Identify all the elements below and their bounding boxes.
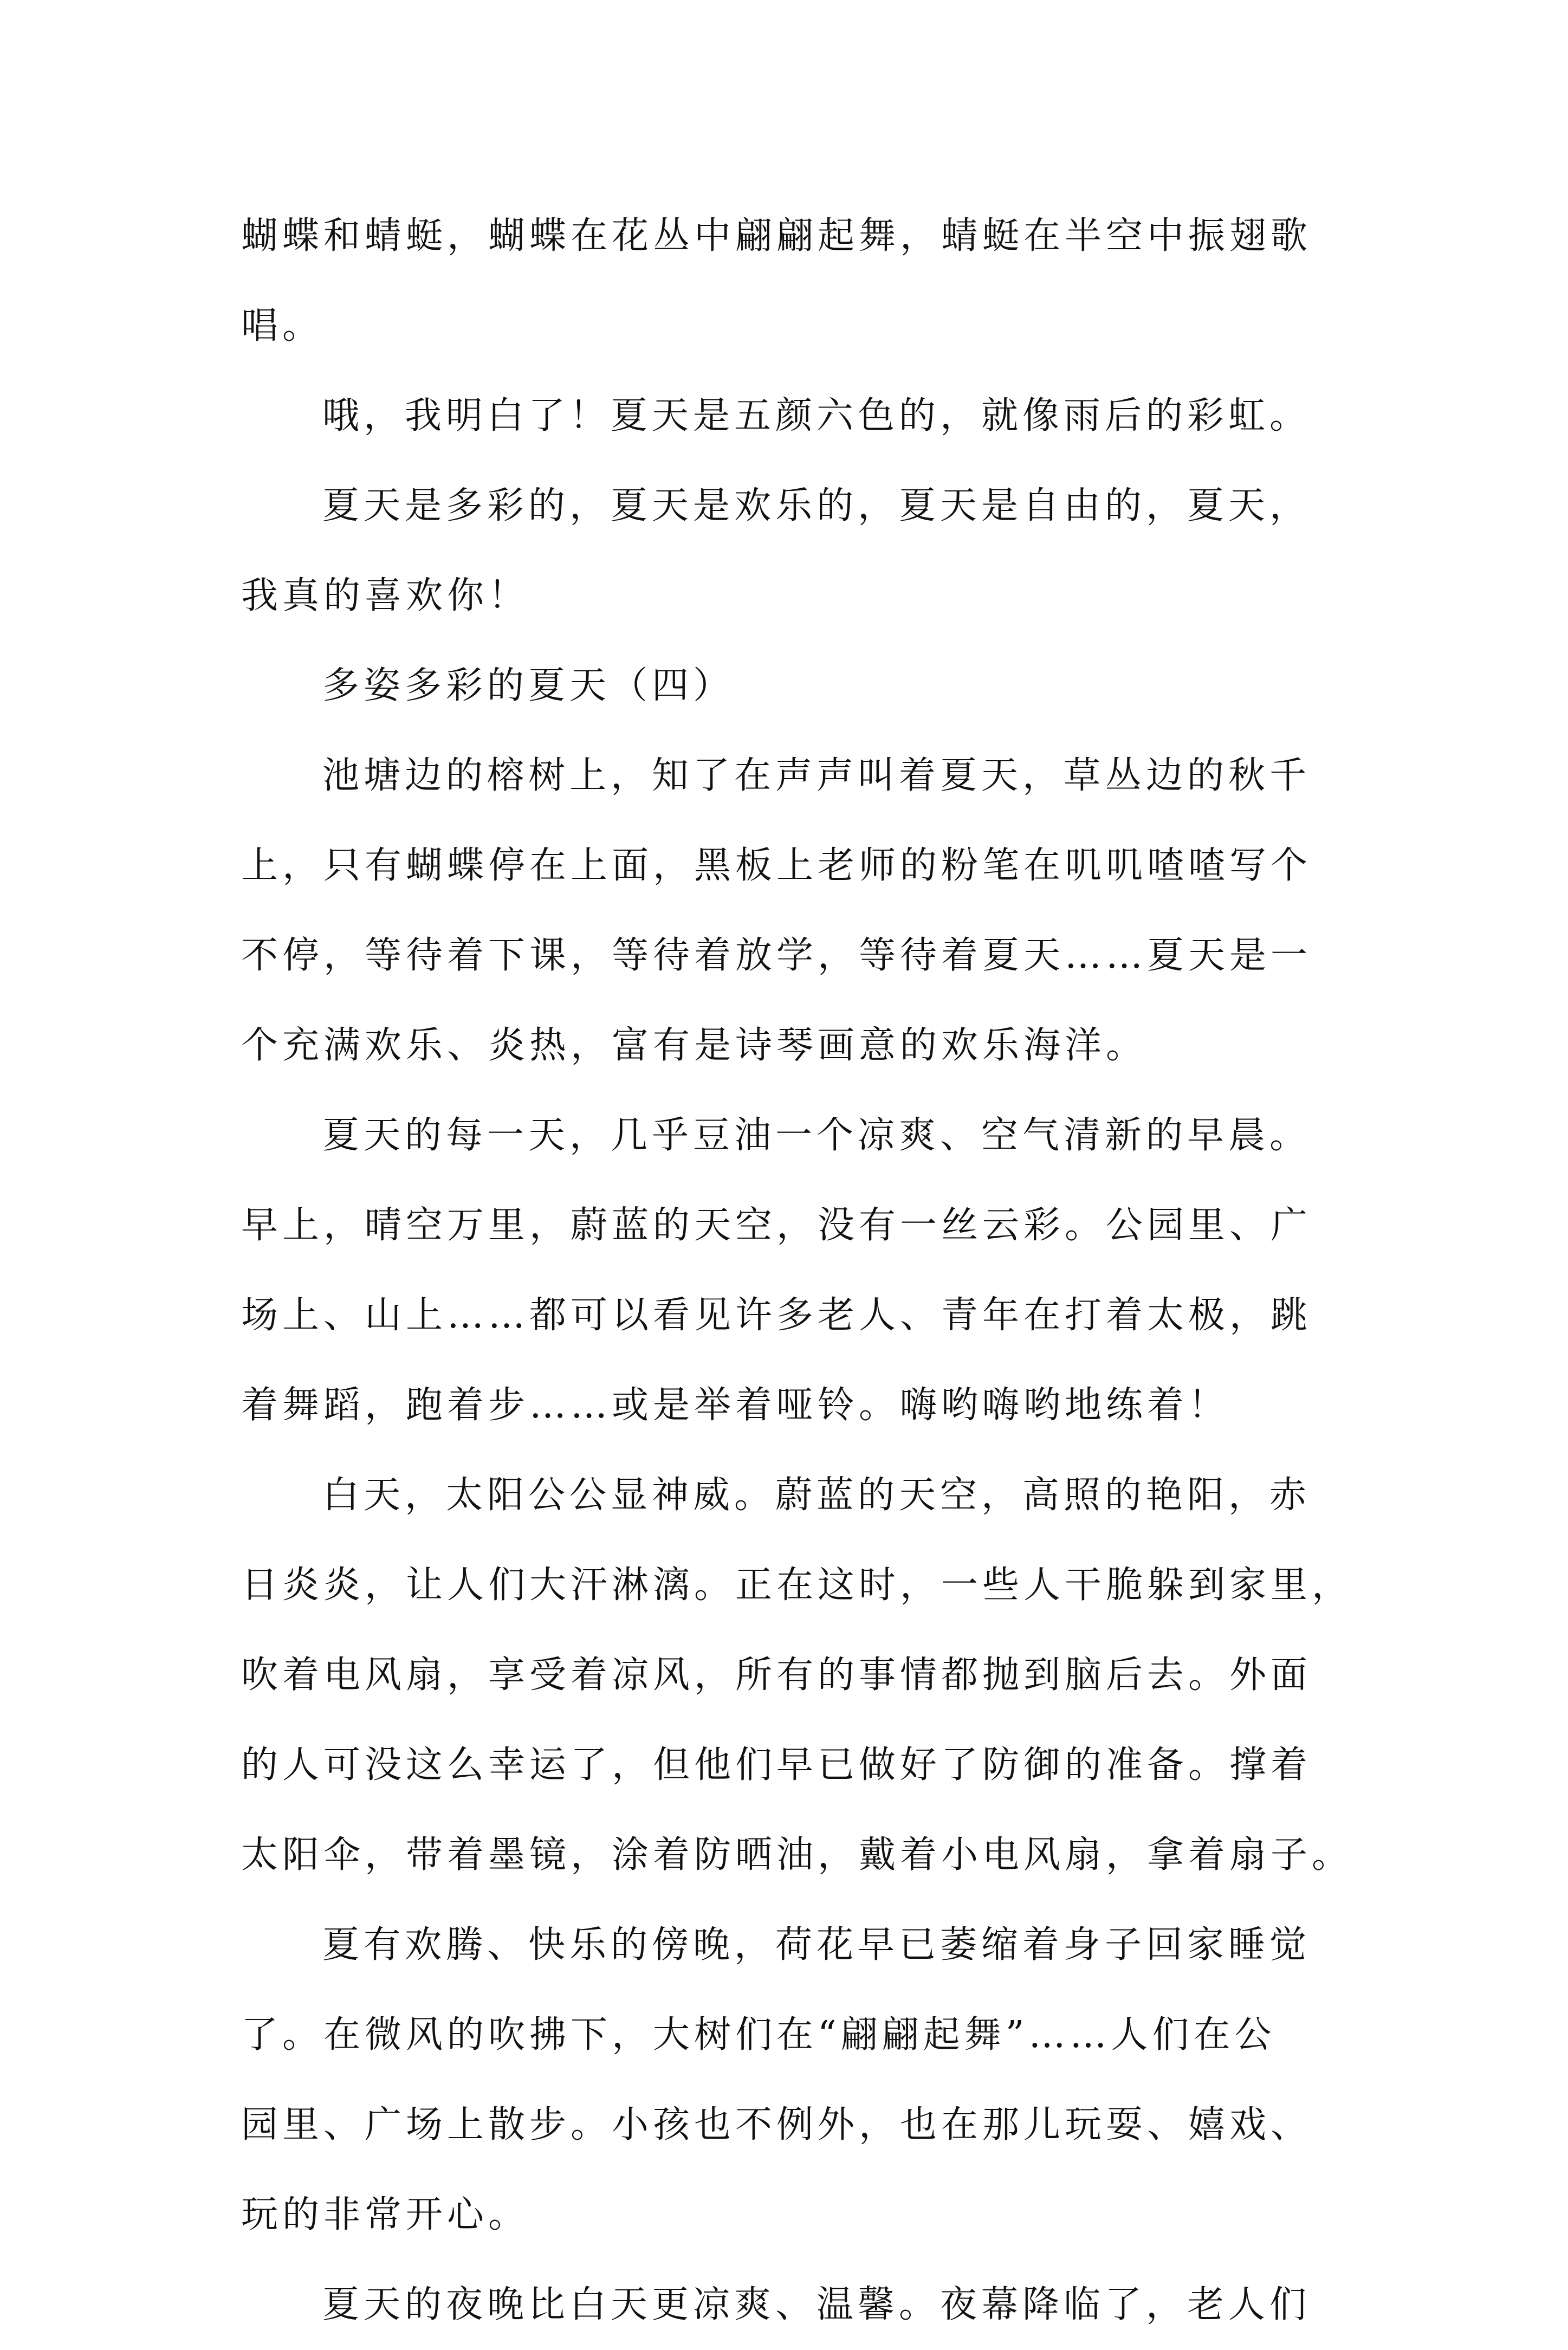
body-text xyxy=(241,191,1353,2350)
text-line: 园里、广场上散步。小孩也不例外，也在那儿玩耍、嬉戏、 xyxy=(241,2103,1312,2146)
text-line: 唱。 xyxy=(241,305,324,347)
text-line: 白天，太阳公公显神威。蔚蓝的天空，高照的艳阳，赤 xyxy=(322,1474,1311,1517)
section-heading: 多姿多彩的夏天（四） xyxy=(322,664,735,707)
text-line: 夏有欢腾、快乐的傍晚，荷花早已萎缩着身子回家睡觉 xyxy=(322,1924,1311,1966)
text-line: 上，只有蝴蝶停在上面，黑板上老师的粉笔在叽叽喳喳写个 xyxy=(241,844,1312,887)
text-line: 夏天的夜晚比白天更凉爽、温馨。夜幕降临了，老人们 xyxy=(322,2283,1311,2326)
text-line: 玩的非常开心。 xyxy=(241,2193,530,2236)
text-line: 了。在微风的吹拂下，大树们在“翩翩起舞”……人们在公 xyxy=(241,2014,1276,2056)
text-line: 不停，等待着下课，等待着放学，等待着夏天……夏天是一 xyxy=(241,934,1312,977)
text-line: 场上、山上……都可以看见许多老人、青年在打着太极，跳 xyxy=(241,1294,1312,1337)
text-line: 夏天是多彩的，夏天是欢乐的，夏天是自由的，夏天， xyxy=(322,484,1311,527)
text-line: 池塘边的榕树上，知了在声声叫着夏天，草丛边的秋千 xyxy=(322,754,1311,797)
text-line: 蝴蝶和蜻蜓，蝴蝶在花丛中翩翩起舞，蜻蜓在半空中振翅歌 xyxy=(241,215,1312,257)
text-line: 吹着电风扇，享受着凉风，所有的事情都抛到脑后去。外面 xyxy=(241,1654,1312,1697)
text-line: 的人可没这么幸运了，但他们早已做好了防御的准备。撑着 xyxy=(241,1744,1312,1786)
text-line: 太阳伞，带着墨镜，涂着防晒油，戴着小电风扇，拿着扇子。 xyxy=(241,1834,1353,1876)
text-line: 早上，晴空万里，蔚蓝的天空，没有一丝云彩。公园里、广 xyxy=(241,1204,1312,1247)
text-line: 哦，我明白了！夏天是五颜六色的，就像雨后的彩虹。 xyxy=(322,394,1311,437)
text-line: 日炎炎，让人们大汗淋漓。正在这时，一些人干脆躲到家里， xyxy=(241,1564,1353,1607)
text-line: 个充满欢乐、炎热，富有是诗琴画意的欢乐海洋。 xyxy=(241,1024,1148,1067)
text-line: 夏天的每一天，几乎豆油一个凉爽、空气清新的早晨。 xyxy=(322,1114,1311,1157)
text-line: 我真的喜欢你！ xyxy=(241,574,530,617)
text-line: 着舞蹈，跑着步……或是举着哑铃。嗨哟嗨哟地练着！ xyxy=(241,1384,1230,1427)
